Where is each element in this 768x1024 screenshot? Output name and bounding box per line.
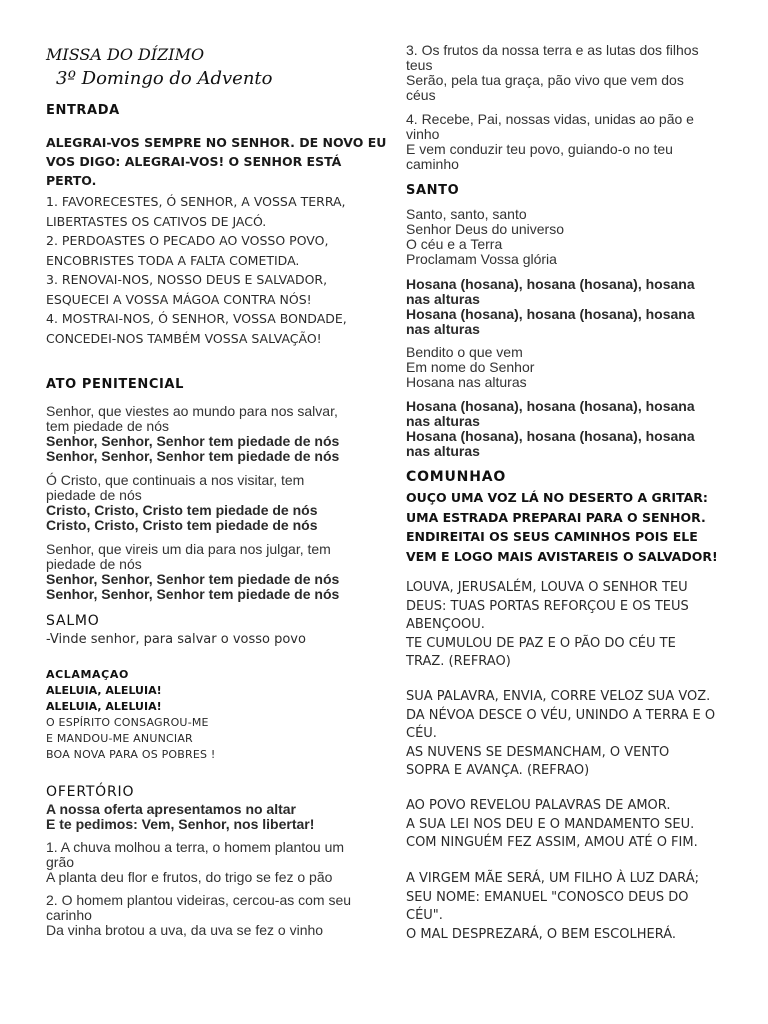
verse-line: O ESPÍRITO CONSAGROU-ME [46,716,209,729]
verse-line: O céu e a Terra [406,236,503,252]
refrain-line: PERTO. [46,173,97,188]
hosana-line: Hosana (hosana), hosana (hosana), hosana [406,428,695,444]
plain-line: Senhor, que viestes ao mundo para nos salvar, [46,403,338,419]
entrada-refrain [46,133,386,190]
bold-line: Senhor, Senhor, Senhor tem piedade de nós [46,448,340,464]
ofertorio-refrain [46,802,314,832]
aleluia-line: ALELUIA, ALELUIA! [46,700,162,713]
bold-line: Cristo, Cristo, Cristo tem piedade de nós [46,517,318,533]
bold-line: Senhor, Senhor, Senhor tem piedade de nós [46,571,340,587]
document-subtitle: 3º Domingo do Advento [56,68,273,89]
verse-line: LOUVA, JERUSALÉM, LOUVA O SENHOR TEU [406,580,688,595]
verse-line: E vem conduzir teu povo, guiando-o no teu [406,141,673,157]
comunhao-verse-1 [406,579,689,672]
verse-line: vinho [406,126,440,142]
verse-line: COM NINGUÉM FEZ ASSIM, AMOU ATÉ O FIM. [406,835,698,850]
hosana-line: Hosana (hosana), hosana (hosana), hosana [406,306,695,322]
verse-line: céus [406,87,436,103]
verse-line: SOPRA E AVANÇA. (REFRAO) [406,763,590,778]
comunhao-refrain [406,488,718,566]
ofertorio-verse-1 [46,840,344,885]
refrain-line: A nossa oferta apresentamos no altar [46,801,297,817]
verse-line: SUA PALAVRA, ENVIA, CORRE VELOZ SUA VOZ. [406,689,711,704]
verse-line: 3. Os frutos da nossa terra e as lutas dos filhos [406,42,699,58]
ofertorio-verse-3 [406,43,699,103]
comunhao-verse-4 [406,870,699,944]
santo-hosana-1 [406,277,695,337]
verse-line: LIBERTASTES OS CATIVOS DE JACÓ. [46,213,267,229]
verse-line: O MAL DESPREZARÁ, O BEM ESCOLHERÁ. [406,926,677,942]
verse-line: BOA NOVA PARA OS POBRES ! [46,748,216,761]
verse-line: CÉU. [406,726,437,741]
refrain-line: E te pedimos: Vem, Senhor, nos libertar! [46,816,315,832]
ato-stanza-2 [46,473,318,533]
verse-line: ENCOBRISTES TODA A FALTA COMETIDA. [46,252,300,268]
bold-line: Cristo, Cristo, Cristo tem piedade de nós [46,502,318,518]
verse-line: 2. O homem plantou videiras, cercou-as com seu [46,892,352,908]
verse-line: Bendito o que vem [406,344,523,360]
ato-stanza-3 [46,542,339,602]
verse-line: 1. FAVORECESTES, Ó SENHOR, A VOSSA TERRA, [46,194,346,209]
verse-line: A planta deu flor e frutos, do trigo se fez o pão [46,869,333,885]
verse-line: 1. A chuva molhou a terra, o homem plantou um [46,839,345,855]
verse-line: DEUS: TUAS PORTAS REFORÇOU E OS TEUS [406,598,689,614]
plain-line: piedade de nós [46,487,142,503]
verse-line: Proclamam Vossa glória [406,251,557,267]
aleluia-line: ALELUIA, ALELUIA! [46,684,162,697]
verse-line: Santo, santo, santo [406,206,527,222]
verse-line: teus [406,57,433,73]
verse-line: Da vinha brotou a uva, da uva se fez o vinho [46,922,324,938]
bold-line: Senhor, Senhor, Senhor tem piedade de nós [46,586,340,602]
verse-line: ABENÇOOU. [406,617,485,632]
section-heading-santo: SANTO [406,183,460,198]
verse-line: Em nome do Senhor [406,359,535,375]
section-heading-ato-penitencial: ATO PENITENCIAL [46,377,184,392]
verse-line: ESQUECEI A VOSSA MÁGOA CONTRA NÓS! [46,291,312,307]
section-heading-comunhao: COMUNHAO [406,469,507,485]
plain-line: Senhor, que vireis um dia para nos julgar, tem [46,541,331,557]
verse-line: Hosana nas alturas [406,374,527,390]
refrain-line: UMA ESTRADA PREPARAI PARA O SENHOR. [406,509,706,525]
hosana-line: Hosana (hosana), hosana (hosana), hosana [406,276,695,292]
verse-line: SEU NOME: EMANUEL "CONOSCO DEUS DO [406,889,689,905]
ato-stanza-1 [46,404,339,464]
refrain-line: ALEGRAI-VOS SEMPRE NO SENHOR. DE NOVO EU [46,135,387,150]
verse-line: TRAZ. (REFRAO) [406,654,511,669]
verse-line: A SUA LEI NOS DEU E O MANDAMENTO SEU. [406,816,695,832]
hosana-line: nas alturas [406,413,480,429]
verse-line: A VIRGEM MÃE SERÁ, UM FILHO À LUZ DARÁ; [406,871,699,886]
section-heading-salmo: SALMO [46,613,100,629]
hosana-line: nas alturas [406,291,480,307]
section-heading-entrada: ENTRADA [46,103,120,118]
entrada-verses [46,192,347,348]
refrain-line: ENDIREITAI OS SEUS CAMINHOS POIS ELE [406,529,698,544]
aclamacao-text [46,683,216,763]
refrain-line: OUÇO UMA VOZ LÁ NO DESERTO A GRITAR: [406,490,708,505]
bold-line: Senhor, Senhor, Senhor tem piedade de nós [46,433,340,449]
verse-line: AO POVO REVELOU PALAVRAS DE AMOR. [406,798,671,813]
ofertorio-verse-4 [406,112,694,172]
document-title: MISSA DO DÍZIMO [46,45,205,64]
hosana-line: nas alturas [406,321,480,337]
verse-line: 4. MOSTRAI-NOS, Ó SENHOR, VOSSA BONDADE, [46,311,347,326]
verse-line: DA NÉVOA DESCE O VÉU, UNINDO A TERRA E O [406,707,716,723]
verse-line: CONCEDEI-NOS TAMBÉM VOSSA SALVAÇÃO! [46,330,322,346]
section-heading-aclamacao: ACLAMAÇAO [46,668,129,681]
plain-line: tem piedade de nós [46,418,169,434]
verse-line: carinho [46,907,92,923]
verse-line: AS NUVENS SE DESMANCHAM, O VENTO [406,744,670,760]
verse-line: Serão, pela tua graça, pão vivo que vem dos [406,72,684,88]
verse-line: 4. Recebe, Pai, nossas vidas, unidas ao pão e [406,111,694,127]
hosana-line: nas alturas [406,443,480,459]
refrain-line: VOS DIGO: ALEGRAI-VOS! O SENHOR ESTÁ [46,154,342,169]
section-heading-ofertorio: OFERTÓRIO [46,784,135,800]
verse-line: caminho [406,156,459,172]
salmo-text: -Vinde senhor, para salvar o vosso povo [46,632,306,647]
santo-hosana-2 [406,399,695,459]
ofertorio-verse-2 [46,893,351,938]
verse-line: grão [46,854,75,870]
comunhao-verse-3 [406,797,698,853]
verse-line: 2. PERDOASTES O PECADO AO VOSSO POVO, [46,233,329,248]
santo-stanza-1 [406,207,564,267]
verse-line: CÉU". [406,908,443,923]
refrain-line: VEM E LOGO MAIS AVISTAREIS O SALVADOR! [406,548,718,564]
plain-line: Ó Cristo, que continuais a nos visitar, tem [46,472,305,488]
santo-stanza-2 [406,345,534,390]
hosana-line: Hosana (hosana), hosana (hosana), hosana [406,398,695,414]
plain-line: piedade de nós [46,556,142,572]
verse-line: E MANDOU-ME ANUNCIAR [46,732,193,745]
verse-line: TE CUMULOU DE PAZ E O PÃO DO CÉU TE [406,635,676,651]
verse-line: Senhor Deus do universo [406,221,564,237]
comunhao-verse-2 [406,688,715,781]
verse-line: 3. RENOVAI-NOS, NOSSO DEUS E SALVADOR, [46,272,328,287]
